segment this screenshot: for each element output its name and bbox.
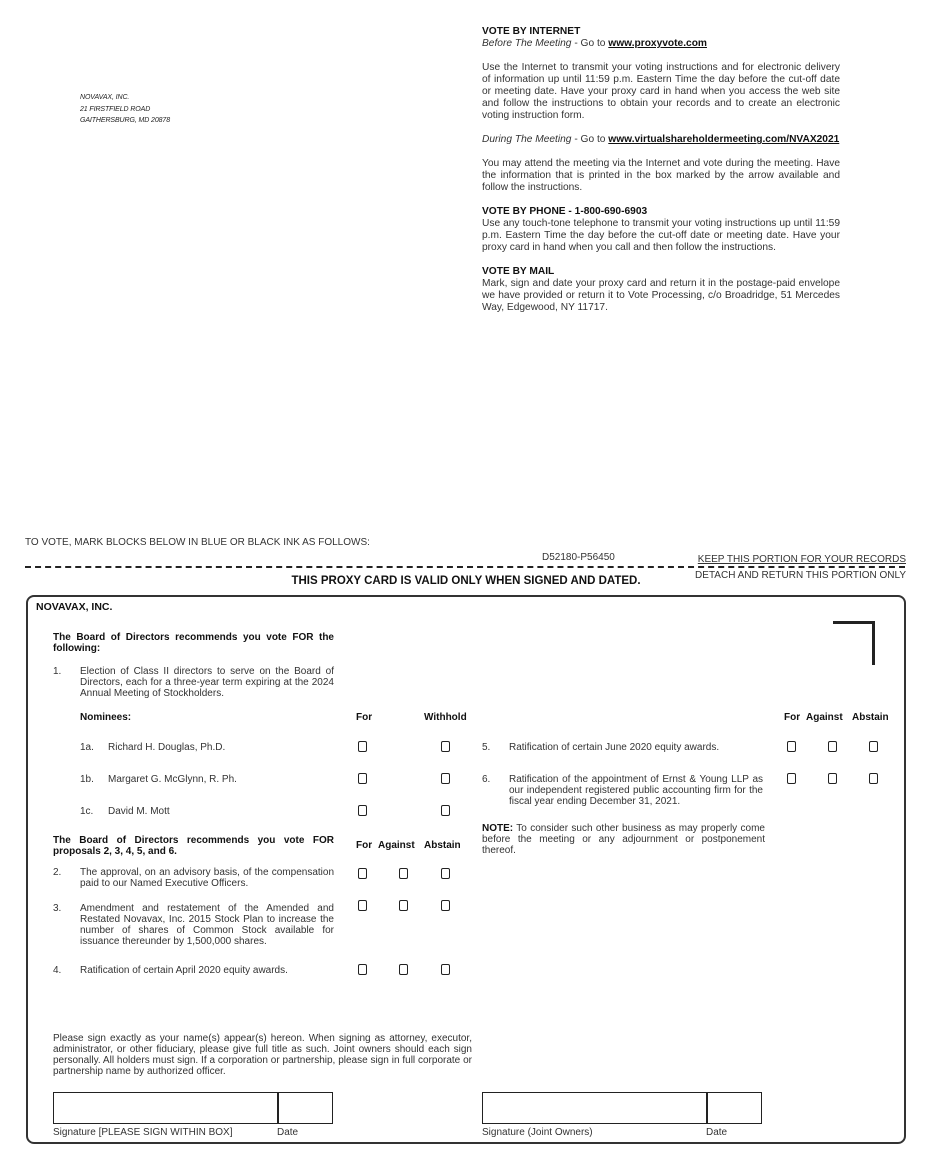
col-withhold-header: Withhold	[424, 712, 467, 723]
proposal-6-against-checkbox[interactable]	[828, 773, 837, 784]
proposal-2-against-checkbox[interactable]	[399, 868, 408, 879]
proposal-4-abstain-checkbox[interactable]	[441, 964, 450, 975]
col-abstain-header-2: Abstain	[424, 840, 461, 851]
during-text: You may attend the meeting via the Internet and vote during the meeting. Have the information that is printed in the box marked by the arrow available and follow the instructions.	[482, 158, 840, 193]
proposal-5-against-checkbox[interactable]	[828, 741, 837, 752]
proposal-5-text: Ratification of certain June 2020 equity awards.	[509, 742, 720, 753]
keep-portion-text: KEEP THIS PORTION FOR YOUR RECORDS	[697, 554, 906, 565]
valid-notice: THIS PROXY CARD IS VALID ONLY WHEN SIGNED AND DATED.	[291, 575, 641, 587]
proposal-6-for-checkbox[interactable]	[787, 773, 796, 784]
proposal-3-text: Amendment and restatement of the Amended and Restated Novavax, Inc. 2015 Stock Plan to increase the number of shares of Common Stock available for issuance thereunder by 1,500,000 shares.	[80, 903, 334, 947]
address-line-1: NOVAVAX, INC.	[80, 94, 130, 101]
col-against-header-3: Against	[806, 712, 843, 723]
proposal-2-text: The approval, on an advisory basis, of the compensation paid to our Named Executive Officers.	[80, 867, 334, 889]
col-abstain-header-3: Abstain	[852, 712, 889, 723]
proposal-6-number: 6.	[482, 774, 491, 785]
nominee-1b-number: 1b.	[80, 774, 94, 785]
board-recommendation-1: The Board of Directors recommends you vote FOR the following:	[53, 632, 334, 654]
date-label: Date	[277, 1127, 299, 1138]
nominee-1b-for-checkbox[interactable]	[358, 773, 367, 784]
col-for-header: For	[356, 712, 373, 723]
proposal-2-number: 2.	[53, 867, 62, 878]
nominee-1c-name: David M. Mott	[108, 806, 170, 817]
col-for-header-3: For	[784, 712, 801, 723]
proposal-3-for-checkbox[interactable]	[358, 900, 367, 911]
item-1-text: Election of Class II directors to serve on the Board of Directors, each for a three-year term expiring at the 2024 Annual Meeting of Stockholders.	[80, 666, 334, 699]
joint-signature-box[interactable]	[482, 1092, 762, 1124]
note	[482, 823, 765, 856]
proposal-2-abstain-checkbox[interactable]	[441, 868, 450, 879]
signature-date-divider	[277, 1092, 279, 1124]
proposal-4-number: 4.	[53, 965, 62, 976]
nominee-1a-number: 1a.	[80, 742, 94, 753]
nominee-1c-withhold-checkbox[interactable]	[441, 805, 450, 816]
card-company-name: NOVAVAX, INC.	[36, 601, 113, 613]
nominee-1a-name: Richard H. Douglas, Ph.D.	[108, 742, 226, 753]
nominees-label: Nominees:	[80, 712, 132, 723]
joint-signature-label: Signature (Joint Owners)	[482, 1127, 593, 1138]
proposal-3-abstain-checkbox[interactable]	[441, 900, 450, 911]
phone-text: Use any touch-tone telephone to transmit your voting instructions up until 11:59 p.m. Eastern Time the day before the cut-off date or meeting date. Have your proxy card in hand when you call and then follow the instructions.	[482, 218, 840, 253]
virtual-meeting-link[interactable]: www.virtualshareholdermeeting.com/NVAX2021	[608, 134, 840, 145]
nominee-1a-for-checkbox[interactable]	[358, 741, 367, 752]
proposal-5-number: 5.	[482, 742, 491, 753]
proposal-3-against-checkbox[interactable]	[399, 900, 408, 911]
before-meeting-line	[482, 38, 840, 50]
board-recommendation-2: The Board of Directors recommends you vote FOR proposals 2, 3, 4, 5, and 6.	[53, 835, 334, 857]
during-label: During The Meeting	[482, 134, 572, 145]
signature-label: Signature [PLEASE SIGN WITHIN BOX]	[53, 1127, 233, 1138]
sign-instructions: Please sign exactly as your name(s) appear(s) hereon. When signing as attorney, executor, administrator, or other fiduciary, please give full title as such. Joint owners should each sign personally. All holders must sign. If a corporation or partnership, please sign in full corporate or partnership name by authorized officer.	[53, 1033, 472, 1077]
during-meeting-line	[482, 134, 840, 146]
nominee-1b-name: Margaret G. McGlynn, R. Ph.	[108, 774, 237, 785]
nominee-1a-withhold-checkbox[interactable]	[441, 741, 450, 752]
joint-date-label: Date	[706, 1127, 728, 1138]
before-goto: - Go to	[571, 38, 609, 49]
internet-text: Use the Internet to transmit your voting instructions and for electronic delivery of information up until 11:59 p.m. Eastern Time the day before the cut-off date or meeting date. Have your proxy card in hand when you access the web site and follow the instructions to obtain your records and to create an electronic voting instruction form.	[482, 62, 840, 121]
item-1-number: 1.	[53, 666, 62, 677]
proposal-4-for-checkbox[interactable]	[358, 964, 367, 975]
joint-signature-date-divider	[706, 1092, 708, 1124]
nominee-1c-number: 1c.	[80, 806, 94, 817]
proposal-5-abstain-checkbox[interactable]	[869, 741, 878, 752]
proposal-5-for-checkbox[interactable]	[787, 741, 796, 752]
note-label: NOTE:	[482, 823, 514, 834]
mail-text: Mark, sign and date your proxy card and return it in the postage-paid envelope we have provided or return it to Vote Processing, c/o Broadridge, 51 Mercedes Way, Edgewood, NY 11717.	[482, 278, 840, 313]
internet-heading: VOTE BY INTERNET	[482, 26, 581, 37]
phone-heading: VOTE BY PHONE - 1-800-690-6903	[482, 206, 648, 217]
proposal-6-abstain-checkbox[interactable]	[869, 773, 878, 784]
proposal-4-text: Ratification of certain April 2020 equity awards.	[80, 965, 288, 976]
proxyvote-link[interactable]: www.proxyvote.com	[608, 38, 707, 49]
corner-mark	[833, 621, 875, 665]
address-line-2: 21 FIRSTFIELD ROAD	[80, 105, 151, 113]
note-text: To consider such other business as may properly come before the meeting or any adjournment or postponement thereof.	[482, 823, 765, 856]
proposal-3-number: 3.	[53, 903, 62, 914]
proposal-4-against-checkbox[interactable]	[399, 964, 408, 975]
nominee-1b-withhold-checkbox[interactable]	[441, 773, 450, 784]
col-against-header-2: Against	[378, 840, 415, 851]
signature-box[interactable]	[53, 1092, 333, 1124]
control-code: D52180-P56450	[542, 552, 615, 563]
proposal-6-text: Ratification of the appointment of Ernst & Young LLP as our independent registered public accounting firm for the fiscal year ending December 31, 2021.	[509, 774, 763, 807]
during-goto: - Go to	[571, 134, 609, 145]
voting-instructions	[482, 26, 840, 314]
before-label: Before The Meeting	[482, 38, 572, 49]
proposal-2-for-checkbox[interactable]	[358, 868, 367, 879]
detach-line	[25, 566, 905, 568]
mail-heading: VOTE BY MAIL	[482, 266, 555, 277]
mailing-address	[80, 92, 170, 127]
col-for-header-2: For	[356, 840, 373, 851]
address-line-3: GAITHERSBURG, MD 20878	[80, 117, 170, 124]
nominee-1c-for-checkbox[interactable]	[358, 805, 367, 816]
detach-portion-text: DETACH AND RETURN THIS PORTION ONLY	[695, 570, 906, 581]
marking-instructions: TO VOTE, MARK BLOCKS BELOW IN BLUE OR BLACK INK AS FOLLOWS:	[25, 537, 370, 548]
